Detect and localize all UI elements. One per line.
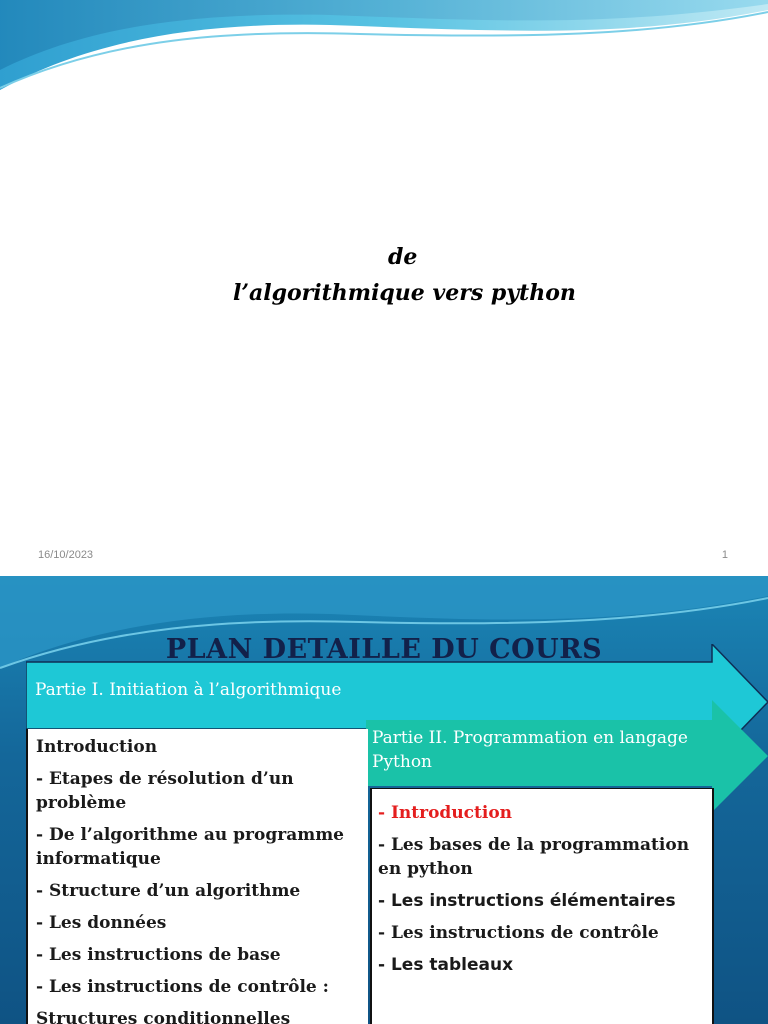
part2-list	[378, 801, 708, 985]
slide-page-number: 1	[721, 549, 728, 561]
part2-item-bases-python: - Les bases de la programmation en python	[378, 835, 690, 879]
title-line-1: de	[388, 244, 418, 270]
part1-item-etapes: - Etapes de résolution d’un problème	[36, 769, 294, 813]
plan-title: PLAN DETAILLE DU COURS	[165, 634, 603, 665]
part1-list	[36, 735, 366, 1024]
part1-label: Partie I. Initiation à l’algorithmique	[35, 680, 342, 700]
slide-date: 16/10/2023	[38, 549, 94, 561]
part1-item-algo-programme: - De l’algorithme au programme informatique	[36, 825, 345, 869]
part1-content-box	[26, 729, 368, 1024]
part1-item-instructions-controle: - Les instructions de contrôle :	[36, 977, 329, 997]
part2-item-introduction: - Introduction	[378, 803, 513, 823]
part1-item-instructions-base: - Les instructions de base	[36, 945, 281, 965]
part2-item-tableaux: - Les tableaux	[378, 955, 514, 975]
plan-slide	[0, 576, 768, 1024]
part2-label: Partie II. Programmation en langage Python	[372, 728, 688, 772]
part2-item-instructions-elementaires: - Les instructions élémentaires	[378, 891, 676, 911]
part2-content-box	[370, 788, 714, 1024]
part1-item-donnees: - Les données	[36, 913, 167, 933]
header-wave-decoration	[0, 0, 768, 95]
part1-item-structures-conditionnelles: Structures conditionnelles	[36, 1009, 291, 1024]
part1-item-introduction: Introduction	[36, 737, 158, 757]
part2-item-instructions-controle: - Les instructions de contrôle	[378, 923, 659, 943]
part1-item-structure: - Structure d’un algorithme	[36, 881, 301, 901]
title-line-2: l’algorithmique vers python	[233, 280, 576, 306]
